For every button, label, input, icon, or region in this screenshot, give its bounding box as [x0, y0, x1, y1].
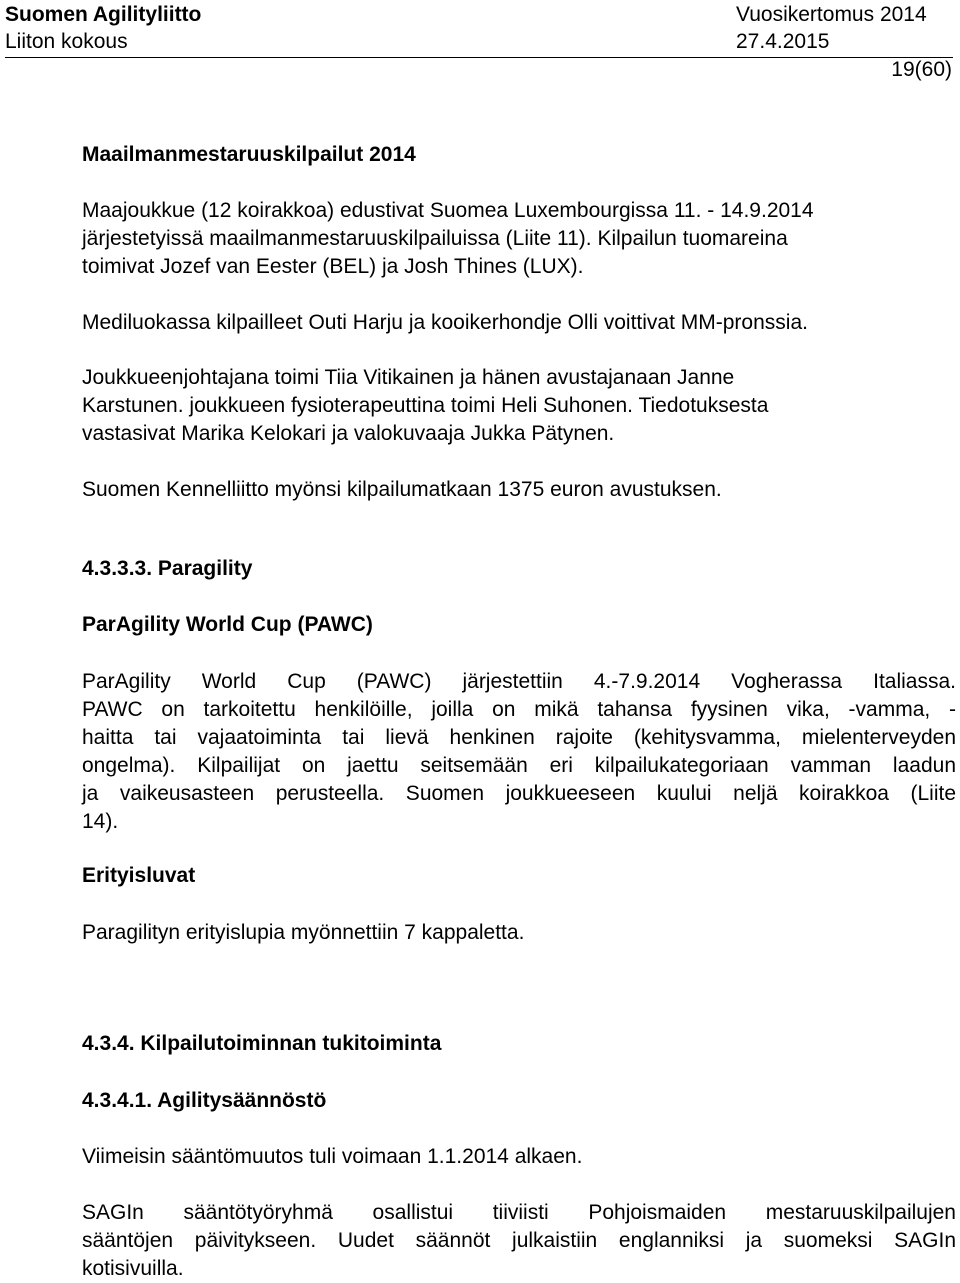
section-heading-paragility: 4.3.3.3. Paragility — [82, 557, 253, 580]
paragraph-line: ongelma). Kilpailijat on jaettu seitsemään eri kilpailukategoriaan vamman laadun — [82, 754, 956, 777]
paragraph-line: Paragilityn erityislupia myönnettiin 7 kappaletta. — [82, 921, 525, 944]
paragraph-line: Viimeisin sääntömuutos tuli voimaan 1.1.2014 alkaen. — [82, 1145, 583, 1168]
paragraph-line: Joukkueenjohtajana toimi Tiia Vitikainen ja hänen avustajanaan Janne — [82, 366, 735, 389]
subheading-pawc: ParAgility World Cup (PAWC) — [82, 613, 373, 636]
paragraph-line: ja vaikeusasteen perusteella. Suomen joukkueeseen kuului neljä koirakkoa (Liite — [82, 782, 956, 805]
paragraph-line: järjestetyissä maailmanmestaruuskilpailuissa (Liite 11). Kilpailun tuomareina — [82, 227, 788, 250]
header-divider — [5, 57, 953, 58]
paragraph-line: Karstunen. joukkueen fysioterapeuttina toimi Heli Suhonen. Tiedotuksesta — [82, 394, 769, 417]
subheading-rules: 4.3.4.1. Agilitysäännöstö — [82, 1089, 327, 1112]
section-heading-world-championships: Maailmanmestaruuskilpailut 2014 — [82, 143, 416, 166]
paragraph-line: ParAgility World Cup (PAWC) järjestettiin 4.-7.9.2014 Vogherassa Italiassa. — [82, 670, 956, 693]
subheading-permits: Erityisluvat — [82, 864, 196, 887]
header-row-2 — [0, 27, 960, 57]
header-org: Suomen Agilityliitto — [5, 3, 202, 26]
paragraph-line: PAWC on tarkoitettu henkilöille, joilla on mikä tahansa fyysinen vika, -vamma, - — [82, 698, 956, 721]
section-heading-support: 4.3.4. Kilpailutoiminnan tukitoiminta — [82, 1032, 442, 1055]
paragraph-line: Mediluokassa kilpailleet Outi Harju ja kooikerhondje Olli voittivat MM-pronssia. — [82, 311, 808, 334]
paragraph-line: haitta tai vajaatoiminta tai lievä henkinen rajoite (kehitysvamma, mielenterveyden — [82, 726, 956, 749]
paragraph-line: 14). — [82, 810, 119, 833]
paragraph-line: sääntöjen päivitykseen. Uudet säännöt julkaistiin englanniksi ja suomeksi SAGIn — [82, 1229, 956, 1252]
paragraph-line: SAGIn sääntötyöryhmä osallistui tiiviisti Pohjoismaiden mestaruuskilpailujen — [82, 1201, 956, 1224]
page-number: 19(60) — [891, 58, 952, 81]
paragraph-line: toimivat Jozef van Eester (BEL) ja Josh Thines (LUX). — [82, 255, 584, 278]
paragraph-line: Maajoukkue (12 koirakkoa) edustivat Suomea Luxembourgissa 11. - 14.9.2014 — [82, 199, 814, 222]
header-date: 27.4.2015 — [736, 30, 830, 53]
paragraph-line: kotisivuilla. — [82, 1257, 184, 1280]
header-doc-title: Vuosikertomus 2014 — [736, 3, 927, 26]
header-row-1 — [0, 0, 960, 30]
paragraph-line: Suomen Kennelliitto myönsi kilpailumatkaan 1375 euron avustuksen. — [82, 478, 722, 501]
paragraph-line: vastasivat Marika Kelokari ja valokuvaaja Jukka Pätynen. — [82, 422, 615, 445]
header-meeting: Liiton kokous — [5, 30, 128, 53]
